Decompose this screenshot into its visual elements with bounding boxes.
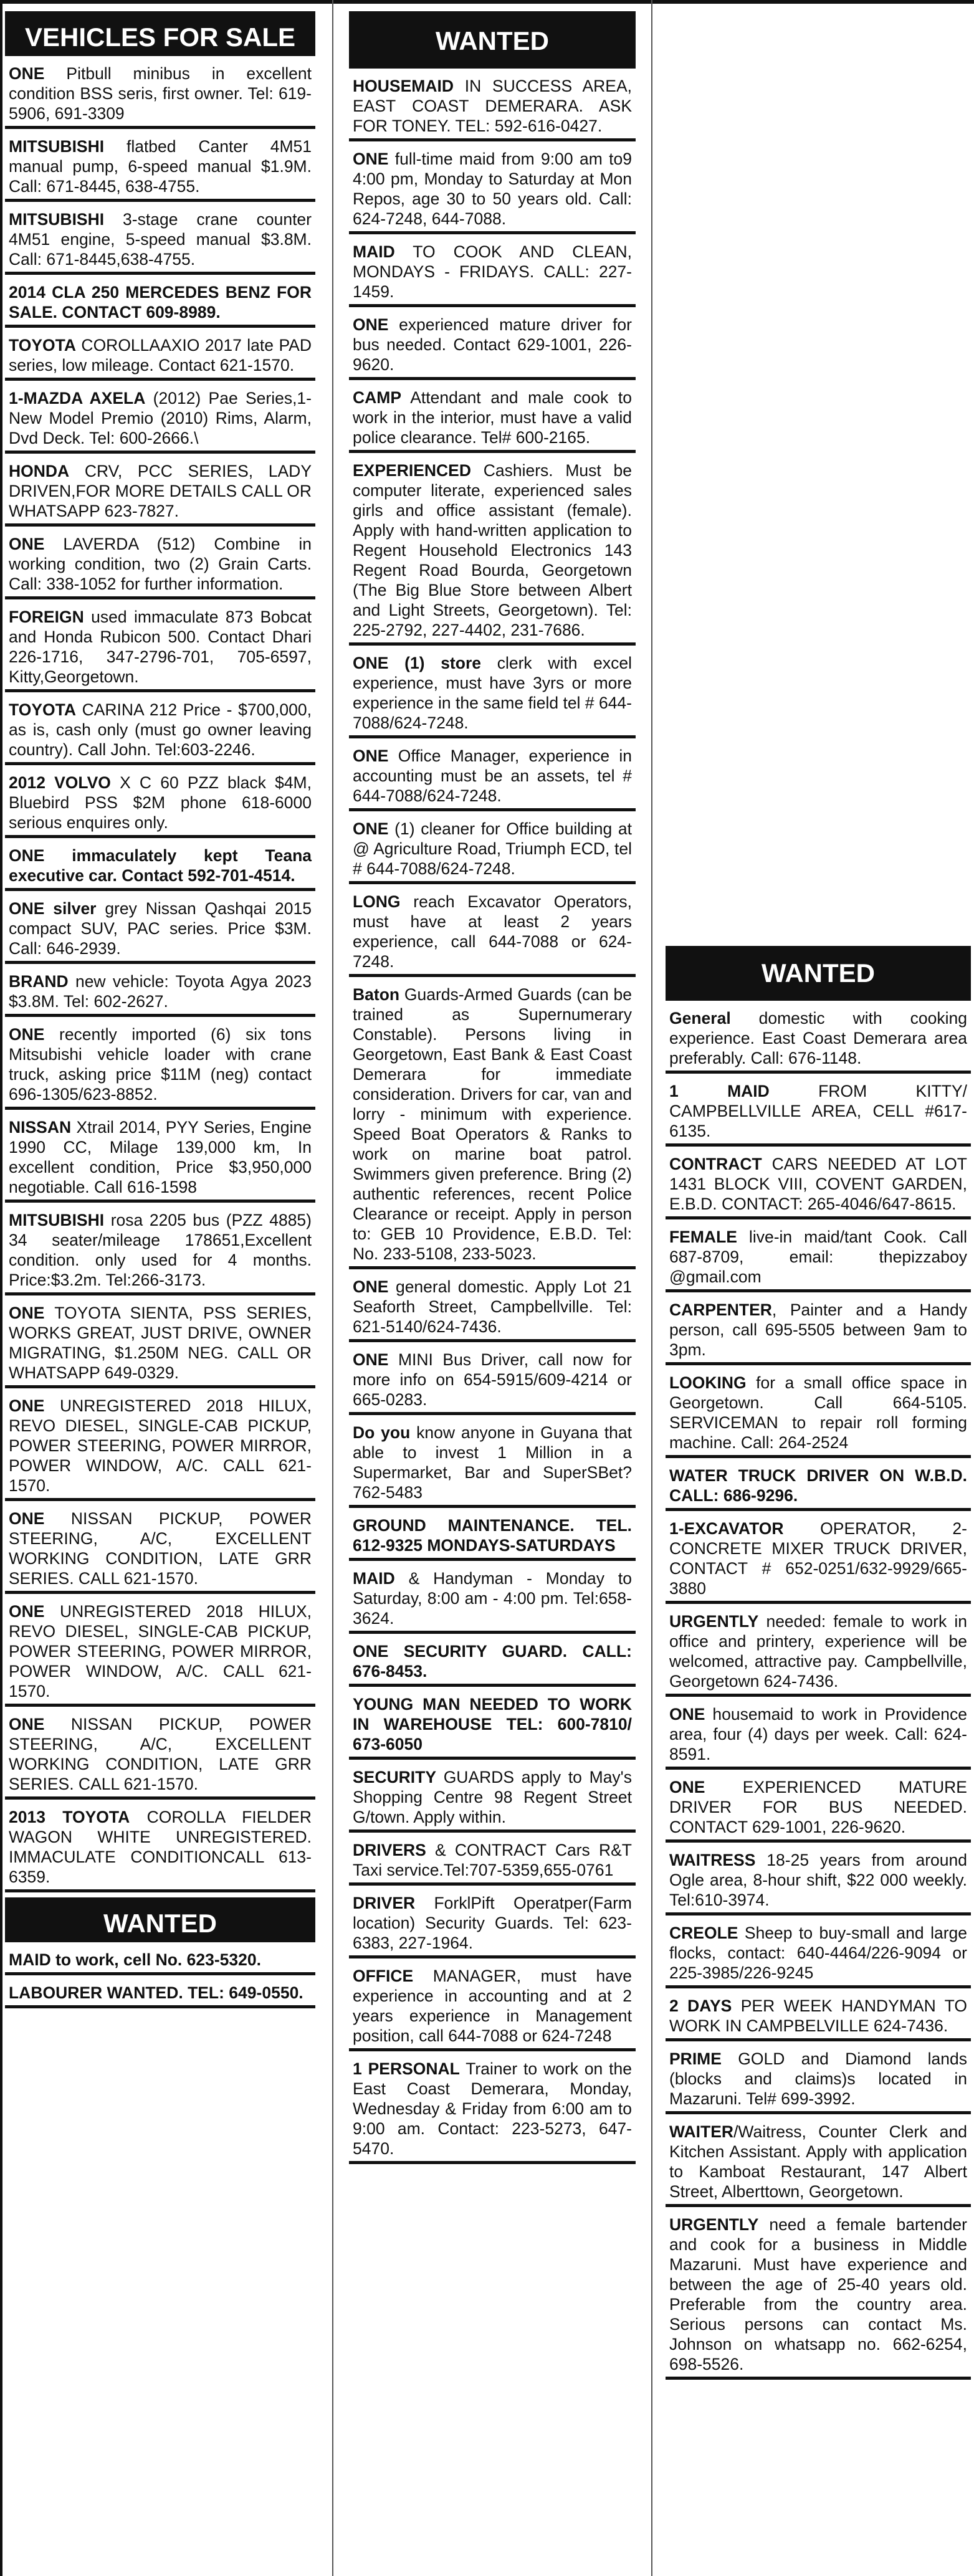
classified-ad [5, 842, 315, 891]
classified-ad [666, 1462, 971, 1511]
ad-lead: WAITER [669, 2122, 734, 2141]
ad-lead: 2014 CLA 250 MERCEDES BENZ FOR SALE. CONTACT 609-8989. [9, 283, 312, 322]
wanted-left-ad-list [5, 1946, 315, 2008]
classified-ad [349, 649, 636, 738]
section-header-wanted-left: WANTED [5, 1897, 315, 1942]
ad-body: needed: female to work in office and printery, experience will be welcomed, attractive pay. Campbellville, Georgetown 624-7436. [669, 1612, 967, 1691]
classified-ad [5, 530, 315, 599]
classified-ad [5, 1946, 315, 1975]
wanted-right-ad-list [666, 1004, 971, 2380]
classified-ad [5, 1505, 315, 1594]
classified-ad [349, 1962, 636, 2051]
ad-body: 3-stage crane counter 4M51 engine, 5-speed manual $3.8M. Call: 671-8445,638-4755. [9, 210, 312, 269]
classified-ad [5, 1979, 315, 2008]
ad-body: MINI Bus Driver, call now for more info on 654-5915/609-4214 or 665-0283. [353, 1350, 632, 1409]
classified-ad [349, 742, 636, 811]
classified-ad [5, 384, 315, 454]
ad-lead: 2012 VOLVO [9, 773, 111, 792]
classified-ad [349, 2055, 636, 2164]
classified-ad [5, 769, 315, 838]
classified-ad [349, 384, 636, 453]
classified-ad [666, 1369, 971, 1458]
ad-lead: WAITRESS [669, 1851, 756, 1869]
ad-lead: NISSAN [9, 1118, 72, 1137]
classified-ad [349, 1836, 636, 1886]
classified-ad [349, 888, 636, 977]
classified-ad [666, 1150, 971, 1219]
ad-lead: EXPERIENCED [353, 461, 471, 480]
ad-body: OPERATOR, 2- CONCRETE MIXER TRUCK DRIVER, CONTACT # 652-0251/632-9929/665-3880 [669, 1519, 967, 1598]
ad-lead: ONE (1) store [353, 654, 481, 672]
ad-body: GUARDS apply to May's Shopping Centre 98 Regent Street G/town. Apply within. [353, 1768, 632, 1826]
classified-ad [5, 1206, 315, 1295]
column-vehicles [5, 11, 315, 2012]
ad-body: reach Excavator Operators, must have at least 2 years experience, call 644-7088 or 624-7248. [353, 892, 632, 971]
ad-lead: TOYOTA [9, 336, 76, 355]
classified-ad [5, 1021, 315, 1110]
vehicles-ad-list [5, 60, 315, 1892]
wanted-middle-ad-list [349, 72, 636, 2164]
classified-ad [5, 133, 315, 202]
classified-ad [5, 1299, 315, 1388]
classified-ad [5, 279, 315, 328]
classified-ad [349, 1565, 636, 1634]
ad-body: EXPERIENCED MATURE DRIVER FOR BUS NEEDED. CONTACT 629-1001, 226-9620. [669, 1778, 967, 1836]
ad-body: full-time maid from 9:00 am to9 4:00 pm, Monday to Saturday at Mon Repos, age 30 to 50 years old. Call: 624-7248, 644-7088. [353, 150, 632, 228]
section-header-wanted-right: WANTED [666, 946, 971, 1001]
ad-lead: HOUSEMAID [353, 77, 454, 95]
classified-ad [666, 1773, 971, 1843]
ad-lead: CAMP [353, 388, 402, 407]
ad-body: CARINA 212 Price - $700,000, as is, cash only (must go owner leaving country). Call John. Tel:603-2246. [9, 700, 312, 759]
ad-lead: ONE silver [9, 899, 97, 918]
classified-ad [349, 72, 636, 141]
classified-ad [349, 815, 636, 884]
ad-lead: 2013 TOYOTA [9, 1808, 130, 1826]
ad-lead: CONTRACT [669, 1155, 762, 1173]
classified-ad [5, 457, 315, 527]
ad-lead: ONE [9, 1025, 45, 1044]
ad-body: NISSAN PICKUP, POWER STEERING, A/C, EXCELLENT WORKING CONDITION, LATE GRR SERIES. CALL 621-1570. [9, 1715, 312, 1793]
classified-ad [666, 1515, 971, 1604]
classified-ad [349, 1889, 636, 1958]
ad-body: for a small office space in Georgetown. Call 664-5105. SERVICEMAN to repair roll forming machine. Call: 264-2524 [669, 1373, 967, 1452]
section-header-wanted-middle: WANTED [349, 11, 636, 69]
ad-lead: MITSUBISHI [9, 137, 105, 156]
ad-lead: ONE [353, 1277, 389, 1296]
ad-body: GOLD and Diamond lands (blocks and claims)s located in Mazaruni. Tel# 699-3992. [669, 2049, 967, 2108]
ad-lead: FOREIGN [9, 608, 84, 626]
classified-ad [5, 1392, 315, 1501]
ad-lead: GROUND MAINTENANCE. TEL. 612-9325 MONDAYS-SATURDAYS [353, 1516, 632, 1555]
ad-body: Guards-Armed Guards (can be trained as Supernumerary Constable). Persons living in Georgetown, East Bank & East Coast Demerara for immediate consideration. Drivers for car, van and lorry - minimum with experience. Speed Boat Operators & Ranks to work on marine boat patrol. Swimmers given preference. Bring (2) authentic references, recent Police Clearance or receipt. Apply in person to: GEB 10 Providence, E.B.D. Tel: No. 233-5108, 233-5023. [353, 985, 632, 1263]
ad-lead: 2 DAYS [669, 1996, 732, 2015]
ad-lead: FEMALE [669, 1228, 737, 1246]
classified-ad [349, 981, 636, 1269]
ad-body: TOYOTA SIENTA, PSS SERIES, WORKS GREAT, JUST DRIVE, OWNER MIGRATING, $1.250M NEG. CALL OR WHATSAPP 649-0329. [9, 1304, 312, 1382]
classified-ad [349, 145, 636, 234]
ad-lead: URGENTLY [669, 1612, 759, 1631]
left-border [0, 0, 2, 2576]
classified-ad [666, 2118, 971, 2207]
ad-body: UNREGISTERED 2018 HILUX, REVO DIESEL, SINGLE-CAB PICKUP, POWER STEERING, POWER MIRROR, POWER WINDOW, A/C. CALL 621-1570. [9, 1602, 312, 1701]
ad-lead: ONE [353, 315, 389, 334]
ad-lead: ONE immaculately kept Teana executive car. Contact 592-701-4514. [9, 846, 312, 885]
ad-lead: LABOURER WANTED. TEL: 649-0550. [9, 1983, 303, 2002]
ad-body: Office Manager, experience in accounting must be an assets, tel # 644-7088/624-7248. [353, 747, 632, 805]
classified-ad [5, 968, 315, 1017]
ad-body: (2012) Pae Series,1- New Model Premio (2010) Rims, Alarm, Dvd Deck. Tel: 600-2666.\ [9, 389, 312, 447]
ad-body: COROLLAAXIO 2017 late PAD series, low mileage. Contact 621-1570. [9, 336, 312, 374]
ad-lead: Baton [353, 985, 400, 1004]
classified-ad [5, 603, 315, 692]
classified-ad [5, 332, 315, 381]
ad-lead: General [669, 1009, 731, 1028]
ad-lead: ONE [353, 1350, 389, 1369]
ad-lead: PRIME [669, 2049, 722, 2068]
ad-body: Pitbull minibus in excellent condition BSS seris, first owner. Tel: 619-5906, 691-3309 [9, 64, 312, 123]
classified-ad [666, 1608, 971, 1697]
ad-lead: DRIVER [353, 1894, 416, 1912]
ad-body: Trainer to work on the East Coast Demerara, Monday, Wednesday & Friday from 6:00 am to 9:00 am. Contact: 223-5273, 647-5470. [353, 2059, 632, 2158]
ad-lead: ONE [353, 747, 389, 765]
ad-body: CARS NEEDED AT LOT 1431 BLOCK VIII, COVENT GARDEN, E.B.D. CONTACT: 265-4046/647-8615. [669, 1155, 967, 1213]
ad-lead: MAID to work, cell No. 623-5320. [9, 1950, 261, 1969]
classified-ad [349, 1512, 636, 1561]
classified-ad [5, 1803, 315, 1892]
classified-ad [666, 1846, 971, 1915]
classified-ad [349, 238, 636, 307]
ad-body: need a female bartender and cook for a business in Middle Mazaruni. Must have experience and between the age of 25-40 years old. Preferable from the country area. Serious persons can contact Ms. Johnson on whatsapp no. 662-6254, 698-5526. [669, 2215, 967, 2373]
classified-ad [5, 1710, 315, 1800]
ad-lead: MITSUBISHI [9, 1211, 105, 1229]
classified-ad [5, 1114, 315, 1203]
ad-lead: ONE [9, 1304, 45, 1322]
classified-ad [349, 1273, 636, 1342]
ad-body: 18-25 years from around Ogle area, 8-hour shift, $22 000 weekly. Tel:610-3974. [669, 1851, 967, 1909]
ad-body: Sheep to buy-small and large flocks, contact: 640-4464/226-9094 or 225-3985/226-9245 [669, 1924, 967, 1982]
ad-lead: MITSUBISHI [9, 210, 105, 229]
ad-lead: 1-MAZDA AXELA [9, 389, 146, 408]
ad-body: Xtrail 2014, PYY Series, Engine 1990 CC, Milage 139,000 km, In excellent condition, Price $3,950,000 negotiable. Call 616-1598 [9, 1118, 312, 1196]
ad-body: general domestic. Apply Lot 21 Seaforth Street, Campbellville. Tel: 621-5140/624-7436. [353, 1277, 632, 1336]
ad-lead: LONG [353, 892, 401, 911]
ad-body: CRV, PCC SERIES, LADY DRIVEN,FOR MORE DETAILS CALL OR WHATSAPP 623-7827. [9, 462, 312, 520]
classified-ad [666, 1992, 971, 2041]
ad-lead: ONE [669, 1778, 705, 1796]
ad-body: COROLLA FIELDER WAGON WHITE UNREGISTERED. IMMACULATE CONDITIONCALL 613-6359. [9, 1808, 312, 1886]
classified-ad [5, 60, 315, 129]
ad-body: IN SUCCESS AREA, EAST COAST DEMERARA. ASK FOR TONEY. TEL: 592-616-0427. [353, 77, 632, 135]
ad-lead: TOYOTA [9, 700, 76, 719]
ad-lead: 1 MAID [669, 1082, 770, 1100]
ad-body: housemaid to work in Providence area, four (4) days per week. Call: 624-8591. [669, 1705, 967, 1763]
ad-body: MANAGER, must have experience in accounting and at 2 years experience in Management position, call 644-7088 or 624-7248 [353, 1967, 632, 2045]
ad-body: X C 60 PZZ black $4M, Bluebird PSS $2M phone 618-6000 serious enquires only. [9, 773, 312, 832]
classified-ad [5, 206, 315, 275]
ad-lead: ONE [353, 150, 389, 168]
ad-lead: CREOLE [669, 1924, 738, 1942]
classified-ad [349, 1691, 636, 1760]
ad-lead: ONE [9, 64, 45, 83]
ad-lead: 1 PERSONAL [353, 2059, 460, 2078]
column-divider-2 [651, 0, 652, 2576]
ad-lead: ONE [9, 1396, 45, 1415]
classified-ad [666, 1004, 971, 1074]
ad-lead: Do you [353, 1423, 411, 1442]
ad-lead: MAID [353, 242, 395, 261]
ad-body: PER WEEK HANDYMAN TO WORK IN CAMPBELVILLE 624-7436. [669, 1996, 967, 2035]
ad-lead: DRIVERS [353, 1841, 426, 1859]
ad-body: flatbed Canter 4M51 manual pump, 6-speed manual $1.9M. Call: 671-8445, 638-4755. [9, 137, 312, 196]
ad-body: FROM KITTY/ CAMPBELLVILLE AREA, CELL #617-6135. [669, 1082, 967, 1140]
ad-body: live-in maid/tant Cook. Call 687-8709, email: thepizzaboy @gmail.com [669, 1228, 967, 1286]
ad-lead: WATER TRUCK DRIVER ON W.B.D. CALL: 686-9296. [669, 1466, 967, 1505]
ad-lead: 1-EXCAVATOR [669, 1519, 784, 1538]
ad-lead: ONE [9, 1715, 45, 1734]
ad-lead: YOUNG MAN NEEDED TO WORK IN WAREHOUSE TEL: 600-7810/ 673-6050 [353, 1695, 632, 1753]
ad-body: clerk with excel experience, must have 3yrs or more experience in the same field tel # 644-7088/624-7248. [353, 654, 633, 732]
ad-lead: ONE [9, 1509, 45, 1528]
classified-ad [666, 1077, 971, 1147]
classified-ad [666, 1701, 971, 1770]
ad-body: & CONTRACT Cars R&T Taxi service.Tel:707-5359,655-0761 [353, 1841, 632, 1879]
classified-ad [666, 1296, 971, 1365]
ad-lead: ONE [9, 535, 45, 553]
classified-ad [349, 1638, 636, 1687]
ad-lead: ONE [669, 1705, 705, 1724]
ad-body: /Waitress, Counter Clerk and Kitchen Assistant. Apply with application to Kamboat Restaurant, 147 Albert Street, Alberttown, Georgetown. [669, 2122, 967, 2201]
ad-lead: LOOKING [669, 1373, 747, 1392]
ad-body: experienced mature driver for bus needed. Contact 629-1001, 226-9620. [353, 315, 632, 374]
ad-body: know anyone in Guyana that able to invest 1 Million in a Supermarket, Bar and SuperSBet? 762-5483 [353, 1423, 632, 1502]
ad-lead: ONE SECURITY GUARD. CALL: 676-8453. [353, 1642, 632, 1681]
ad-lead: URGENTLY [669, 2215, 759, 2234]
ad-lead: SECURITY [353, 1768, 436, 1787]
ad-body: new vehicle: Toyota Agya 2023 $3.8M. Tel: 602-2627. [9, 972, 312, 1011]
ad-body: TO COOK AND CLEAN, MONDAYS - FRIDAYS. CALL: 227-1459. [353, 242, 632, 301]
ad-body: Attendant and male cook to work in the interior, must have a valid police clearance. Tel# 600-2165. [353, 388, 632, 447]
ad-lead: HONDA [9, 462, 70, 480]
ad-body: rosa 2205 bus (PZZ 4885) 34 seater/mileage 178651,Excellent condition. only used for 4 months. Price:$3.2m. Tel:266-3173. [9, 1211, 312, 1289]
column-wanted-right [666, 946, 971, 2383]
classified-ad [349, 457, 636, 646]
ad-body: ForklPift Operatper(Farm location) Security Guards. Tel: 623-6383, 227-1964. [353, 1894, 632, 1952]
classified-ad [666, 1223, 971, 1292]
classified-ad [666, 2045, 971, 2114]
ad-body: NISSAN PICKUP, POWER STEERING, A/C, EXCELLENT WORKING CONDITION, LATE GRR SERIES. CALL 621-1570. [9, 1509, 312, 1588]
classified-ad [349, 1419, 636, 1508]
ad-lead: ONE [353, 819, 389, 838]
ad-lead: CARPENTER [669, 1300, 772, 1319]
ad-lead: OFFICE [353, 1967, 414, 1985]
section-header-vehicles: VEHICLES FOR SALE [5, 11, 315, 56]
ad-body: recently imported (6) six tons Mitsubishi vehicle loader with crane truck, asking price $11M (neg) contact 696-1305/623-8852. [9, 1025, 312, 1104]
ad-body: LAVERDA (512) Combine in working condition, two (2) Grain Carts. Call: 338-1052 for further information. [9, 535, 312, 593]
ad-body: UNREGISTERED 2018 HILUX, REVO DIESEL, SINGLE-CAB PICKUP, POWER STEERING, POWER MIRROR, POWER WINDOW, A/C. CALL 621-1570. [9, 1396, 312, 1495]
classified-ad [349, 1346, 636, 1415]
ad-lead: ONE [9, 1602, 45, 1621]
classified-ad [666, 1919, 971, 1988]
classified-ad [5, 895, 315, 964]
classified-ad [666, 2211, 971, 2380]
ad-lead: BRAND [9, 972, 69, 991]
classified-ad [349, 311, 636, 380]
ad-body: used immaculate 873 Bobcat and Honda Rubicon 500. Contact Dhari 226-1716, 347-2796-701, 705-6597, Kitty,Georgetown. [9, 608, 312, 686]
column-divider-1 [332, 0, 333, 2576]
ad-body: (1) cleaner for Office building at @ Agriculture Road, Triumph ECD, tel # 644-7088/624-7248. [353, 819, 632, 878]
ad-body: , Painter and a Handy person, call 695-5505 between 9am to 3pm. [669, 1300, 967, 1359]
ad-body: grey Nissan Qashqai 2015 compact SUV, PAC series. Price $3M. Call: 646-2939. [9, 899, 312, 958]
ad-body: Cashiers. Must be computer literate, experienced sales girls and office assistant (female). Apply with hand-written application to Regent Household Electronics 143 Regent Road Bourda, Georgetown (The Big Blue Store between Albert and Light Streets, Georgetown). Tel: 225-2792, 227-4402, 231-7686. [353, 461, 632, 639]
classified-ad [5, 1598, 315, 1707]
ad-lead: MAID [353, 1569, 395, 1588]
ad-body: domestic with cooking experience. East Coast Demerara area preferably. Call: 676-1148. [669, 1009, 967, 1067]
column-wanted-middle [349, 11, 636, 2168]
ad-body: & Handyman - Monday to Saturday, 8:00 am - 4:00 pm. Tel:658-3624. [353, 1569, 632, 1628]
classified-ad [349, 1763, 636, 1833]
classified-ad [5, 696, 315, 765]
top-border [0, 0, 974, 4]
